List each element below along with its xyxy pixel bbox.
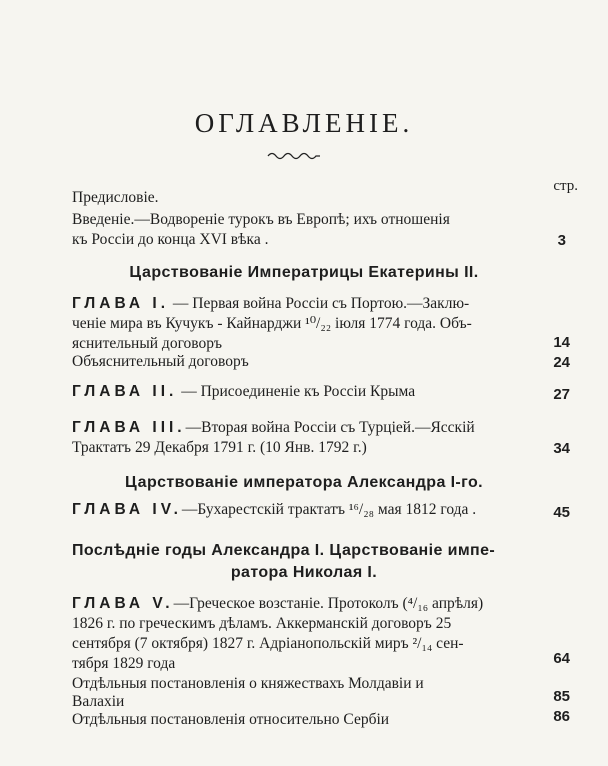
toc-entry-chapter-3-line2: Трактатъ 29 Декабря 1791 г. (10 Янв. 1792 г.) [72, 439, 367, 456]
chapter-label: ГЛАВА V. [72, 595, 174, 612]
toc-entry-chapter-1-line2: ченіе мира въ Кучукъ - Кайнарджи ¹⁰/₂₂ іюля 1774 года. Объ- [72, 315, 472, 332]
toc-entry-chapter-1-line3: яснительный договоръ [72, 335, 223, 352]
toc-entry-chapter-2 [72, 382, 568, 402]
page-number: 45 [553, 504, 570, 521]
toc-entry-chapter-3-line1 [72, 418, 568, 438]
page-number: 86 [553, 708, 570, 725]
page-number: 34 [553, 440, 570, 457]
chapter-label: ГЛАВА III. [72, 419, 186, 436]
page-number: 3 [557, 232, 566, 249]
toc-entry-chapter-4 [72, 500, 568, 520]
page-number: 85 [553, 688, 570, 705]
toc-entry-chapter-5-line1 [72, 594, 568, 614]
toc-entry-chapter-5-line3: сентября (7 октября) 1827 г. Адріанопольскій миръ ²/₁₄ сен- [72, 635, 464, 652]
toc-entry-chapter-1-line1 [72, 294, 568, 314]
toc-entry-preface: Предисловіе. [72, 189, 159, 206]
chapter-label: ГЛАВА I. [72, 295, 170, 312]
toc-entry-serbia: Отдѣльныя постановленія относительно Сербіи [72, 711, 390, 728]
page-column-label: стр. [553, 178, 578, 194]
toc-entry-moldavia-line2: Валахіи [72, 693, 125, 710]
page-number: 14 [553, 334, 570, 351]
section-heading-catherine: Царствованіе Императрицы Екатерины II. [129, 264, 479, 281]
section-heading-alexander: Царствованіе императора Александра I-го. [124, 474, 484, 491]
toc-entry-introduction-line1: Введеніе.—Водвореніе турокъ въ Европѣ; ихъ отношенія [72, 211, 450, 228]
chapter-label: ГЛАВА II. [72, 383, 178, 400]
chapter-text: —Бухарестскій трактатъ ¹⁶/₂₈ мая 1812 года . [181, 501, 477, 518]
page-number: 27 [553, 386, 570, 403]
chapter-label: ГЛАВА IV. [72, 501, 182, 518]
page-title: ОГЛАВЛЕНIЕ. [194, 108, 414, 138]
section-heading-nicholas-line1: Послѣдніе годы Александра I. Царствованіе импе- [72, 542, 496, 559]
chapter-text: —Греческое возстаніе. Протоколъ (⁴/₁₆ апрѣля) [173, 595, 484, 612]
chapter-text: — Присоединеніе къ Россіи Крыма [177, 383, 416, 400]
toc-entry-explanatory-agreement: Объяснительный договоръ [72, 353, 249, 370]
chapter-text: —Вторая война Россіи съ Турціей.—Ясскій [185, 419, 475, 436]
ornament-divider [266, 150, 322, 160]
toc-entry-introduction-line2: къ Россіи до конца XVI вѣка . [72, 231, 269, 248]
toc-entry-moldavia-line1: Отдѣльныя постановленія о княжествахъ Молдавіи и [72, 675, 424, 692]
chapter-text: — Первая война Россіи съ Портою.—Заклю- [169, 295, 470, 312]
page-number: 24 [553, 354, 570, 371]
toc-entry-chapter-5-line4: тября 1829 года [72, 655, 176, 672]
toc-entry-chapter-5-line2: 1826 г. по греческимъ дѣламъ. Аккерманскій договоръ 25 [72, 615, 452, 632]
page-number: 64 [553, 650, 570, 667]
section-heading-nicholas-line2: ратора Николая I. [230, 564, 378, 581]
